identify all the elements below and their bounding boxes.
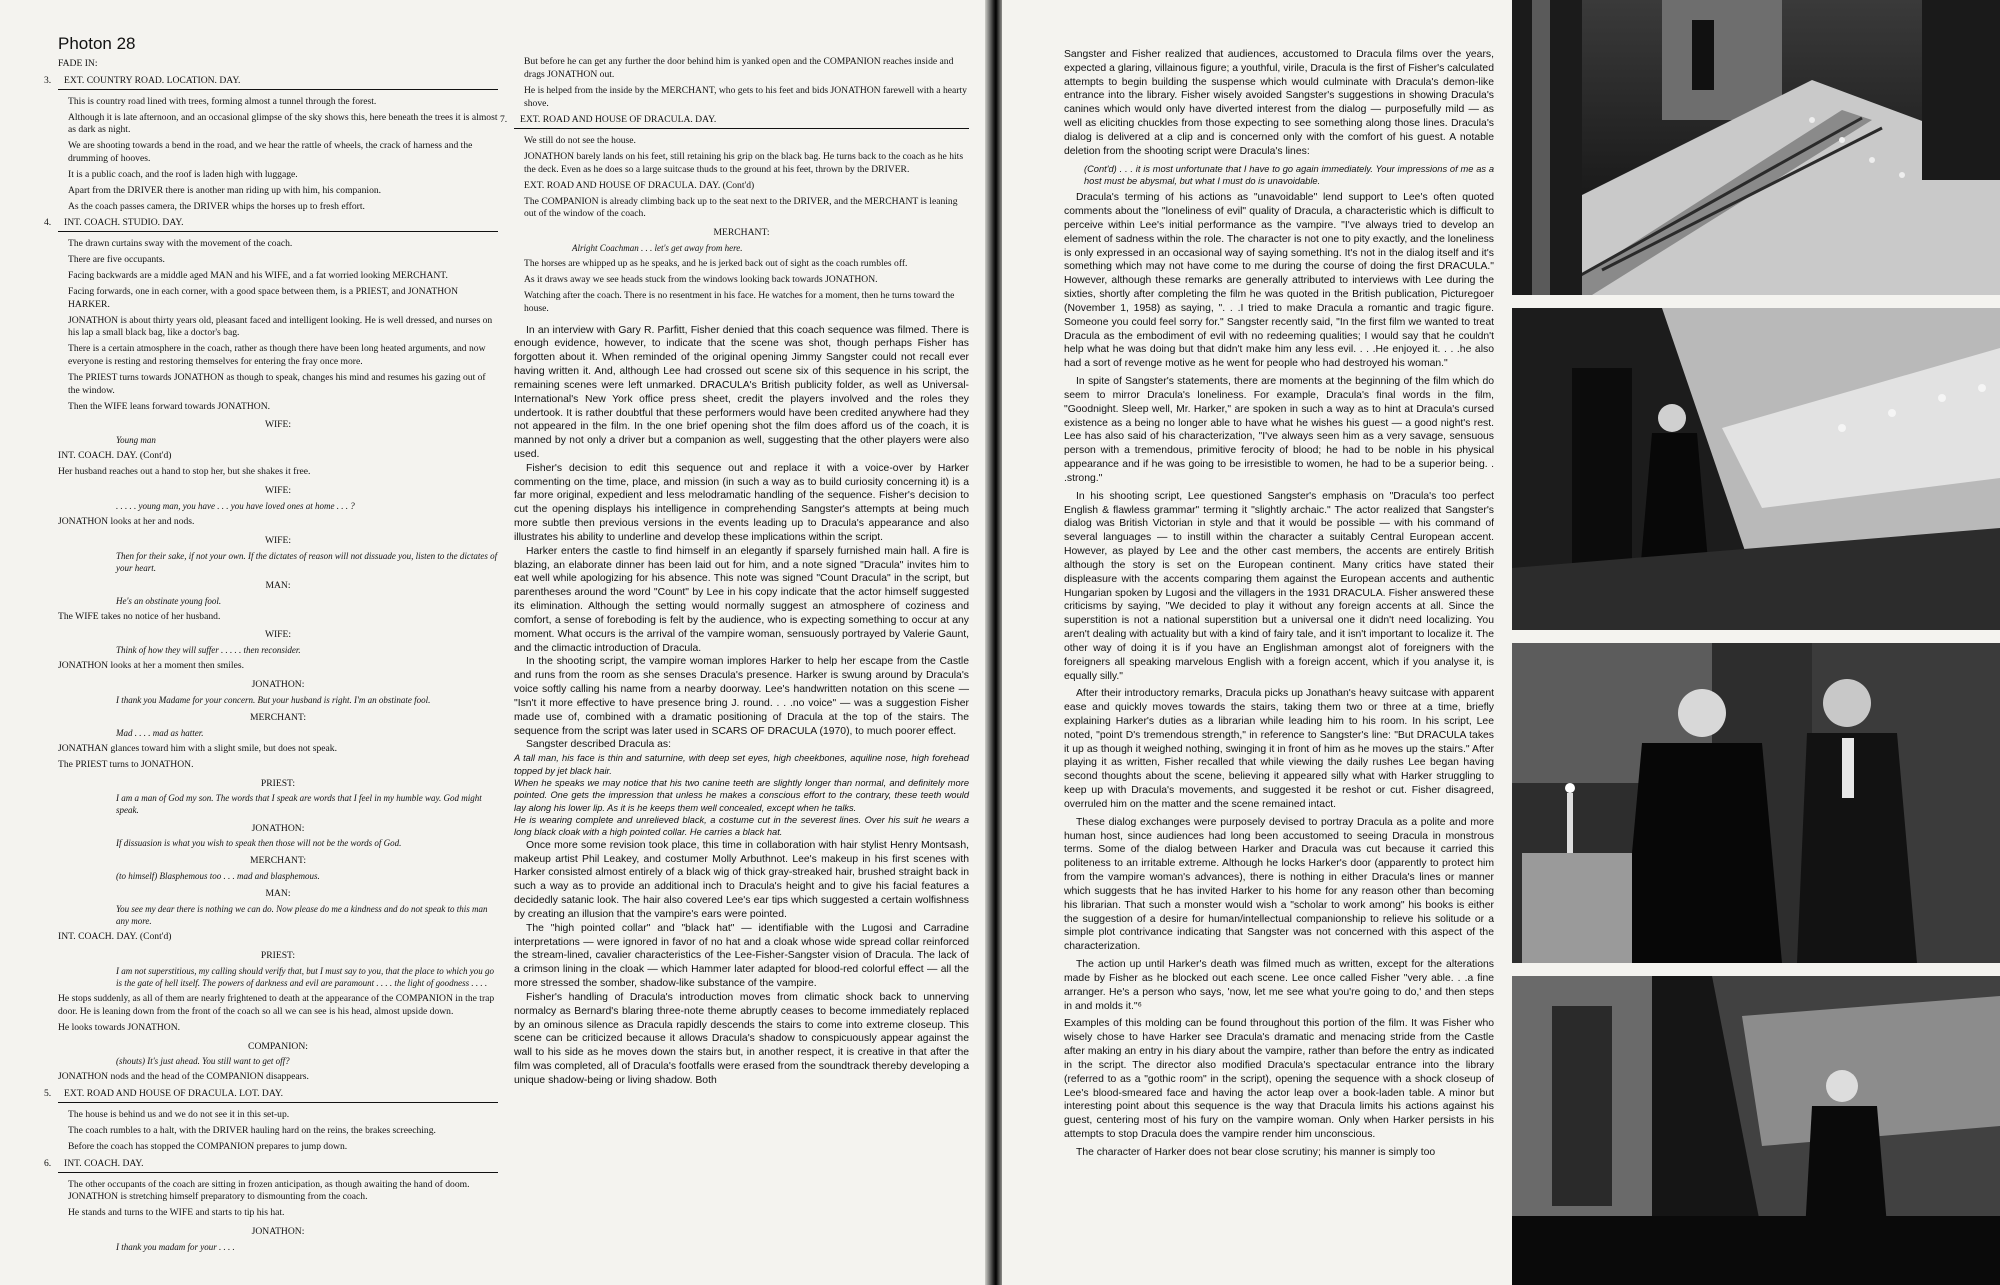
film-still-staircase	[1512, 0, 2000, 295]
page-header: Photon 28	[58, 34, 136, 53]
dialogue: I thank you Madame for your concern. But your husband is right. I'm an obstinate fool.	[116, 694, 431, 705]
speaker: WIFE:	[264, 629, 292, 641]
paragraph: Sangster described Dracula as:	[526, 739, 671, 751]
script-line: JONATHON barely lands on his feet, still retaining his grip on the black bag. He turns back to the coach as he hits the deck. Even as he does so a large suitcase thuds to the ground at his feet, thrown by the DRIVER.	[524, 151, 964, 175]
speaker: PRIEST:	[260, 777, 296, 789]
paragraph: Dracula's terming of his actions as "unavoidable" lend support to Lee's often quoted comments about the "loneliness of evil" quality of Dracula, a characteristic which is difficult to perceive within Lee's initial performance as the vampire. "I've always tried to develop an element of sadness within the role. The character is not one to pity exactly, and the loneliness is only expressed in an occasional way of saying something. It's not in the dialog itself and it's something which may not have come to me during the course of doing the first DRACULA." However, although these remarks are generally attributed to interviews with Lee during the sixties, shortly after completing the film he was quoted in the British publication, Picturegoer (November 1, 1958) as saying, ". . .I tried to make Dracula a romantic and tragic figure. Someone you could feel sorry for." Sangster recently said, "In the first film we wanted to treat Dracula as the embodiment of evil with no redeeming qualities; I would say that he couldn't help what he was doing but that didn't make him any less evil. . . .He enjoyed it. . . .he also had a sort of revenge motive as he went for people who had destroyed his woman."	[1064, 192, 1494, 370]
script-line: The PRIEST turns towards JONATHON as though to speak, changes his mind and resumes his gazing out of the window.	[68, 371, 486, 396]
scene-title: EXT. ROAD AND HOUSE OF DRACULA. LOT. DAY.	[64, 1088, 283, 1100]
direction: JONATHON looks at her a moment then smiles.	[58, 660, 244, 672]
dialogue: You see my dear there is nothing we can do. Now please do me a kindness and do not speak to this man any more.	[116, 904, 488, 927]
direction: He stops suddenly, as all of them are nearly frightened to death at the appearance of the COMPANION in the trap door. He is leaning down from the front of the coach so all we can see is his head, almost upside down.	[58, 993, 495, 1017]
middle-column	[500, 56, 969, 1088]
scene-number: 5.	[44, 1088, 52, 1100]
script-line: The horses are whipped up as he speaks, and he is jerked back out of sight as the coach rumbles off.	[524, 258, 908, 270]
script-line: But before he can get any further the door behind him is yanked open and the COMPANION reaches inside and drags JONATHON out.	[524, 56, 954, 80]
scene-heading	[44, 74, 498, 90]
speaker: COMPANION:	[248, 1040, 308, 1052]
dialogue: (to himself) Blasphemous too . . . mad and blasphemous.	[116, 871, 320, 882]
direction: The WIFE takes no notice of her husband.	[58, 610, 221, 622]
scene-heading	[500, 114, 969, 129]
dialogue: . . . . . young man, you have . . . you have loved ones at home . . . ?	[116, 500, 355, 511]
speaker: MAN:	[265, 888, 291, 900]
scene-number: 6.	[44, 1157, 52, 1169]
block-quote: (Cont'd) . . . it is most unfortunate that I have to go again immediately. Your impressions of me as a host must be abysmal, but what I must do is unavoidable.	[1084, 163, 1494, 186]
paragraph: Once more some revision took place, this time in collaboration with hair stylist Henry Montsash, makeup artist Phil Leakey, and costumer Molly Arbuthnot. Lee's makeup in his first scenes with Harker consisted almost entirely of a black wig of thick gray-streaked hair, brushed straight back in such a way as to provide an additional inch to Dracula's height and to give his facial features a decidedly satanic look. The hair also covered Lee's ear tips which suggested a certain wolfishness by creating an illusion that the vampire's ears were pointed.	[514, 839, 969, 920]
right-page	[1002, 0, 2000, 1285]
script-line: The drawn curtains sway with the movement of the coach.	[68, 238, 293, 250]
film-still-dracula-harker	[1512, 643, 2000, 963]
script-line: EXT. ROAD AND HOUSE OF DRACULA. DAY. (Cont'd)	[524, 179, 755, 191]
script-line: We still do not see the house.	[524, 135, 636, 147]
fade-in: FADE IN:	[58, 58, 98, 69]
block-quote: A tall man, his face is thin and saturnine, with deep set eyes, high cheekbones, aquiline nose, high forehead topped by jet black hair.	[514, 753, 969, 776]
dialogue: I thank you madam for your . . . .	[116, 1241, 235, 1252]
paragraph: Fisher's handling of Dracula's introduction moves from climatic shock back to unnerving normalcy as Bernard's blaring three-note theme abruptly ceases to become immediately replaced by an ominous silence as Dracula rapidly descends the stairs to come into extreme closeup. This scene can be criticized because it allows Dracula's shadow to conspicuously appear against the wall to his side as he moves down the stairs but, in another respect, it is creative in that after the film was completed, all of Dracula's footfalls were erased from the soundtrack thereby developing a unique shadow-being or living shadow. Both	[514, 991, 969, 1086]
direction: JONATHAN glances toward him with a slight smile, but does not speak.	[58, 742, 337, 754]
direction: INT. COACH. DAY. (Cont'd)	[58, 450, 172, 462]
script-line: Watching after the coach. There is no resentment in his face. He watches for a moment, then he turns toward the house.	[524, 289, 955, 314]
dialogue: I am a man of God my son. The words that I speak are words that I feel in my humble way. God might speak.	[116, 793, 482, 816]
script-line: As it draws away we see heads stuck from the windows looking back towards JONATHON.	[524, 274, 878, 286]
script-line: The other occupants of the coach are sitting in frozen anticipation, as though awaiting the hand of doom. JONATHON is stretching himself preparatory to dismounting from the coach.	[68, 1178, 470, 1203]
direction: Her husband reaches out a hand to stop her, but she shakes it free.	[58, 466, 311, 478]
script-line: Apart from the DRIVER there is another man riding up with him, his companion.	[68, 184, 382, 196]
paragraph: Fisher's decision to edit this sequence out and replace it with a voice-over by Harker commenting on the time, place, and mission (in such a way as to build curiosity concerning it) is a far more original, expedient and less melodramatic handling of the sequence. Fisher's decision to cut the opening displays his intelligence in comprehending Sangster's attempts at being much more subtle then previous versions in the events leading up to Dracula's appearance and also illustrates his ability to underline and develop these implications within the script.	[514, 462, 969, 543]
script-line: Before the coach has stopped the COMPANION prepares to jump down.	[68, 1140, 348, 1152]
paragraph: The action up until Harker's death was filmed much as written, except for the alterations made by Fisher as he blocked out each scene. Lee once called Fisher "very able. . .a fine arranger. He's a person who says, 'now, let me see what you're going to do,' and then steps in and molds it."⁶	[1064, 959, 1494, 1012]
direction: The PRIEST turns to JONATHON.	[58, 758, 194, 770]
paragraph: Sangster and Fisher realized that audiences, accustomed to Dracula films over the years, expected a glaring, villainous figure; a youthful, virile, Dracula is the first of Fisher's calculated attempts to begin building the suspense which would culminate with Dracula's demon-like entrance into the library. Fisher wisely avoided Sangster's suggestions in showing Dracula's canines which would only have diverted interest from the dialog — purposefully mild — as well as eliciting chuckles from those expecting to see something along those lines. Dracula's dialog is delivered at a clip and is concerned only with the comfort of his guest. A notable deletion from the shooting script were Dracula's lines:	[1064, 49, 1494, 157]
scene-4-text	[58, 238, 498, 413]
script-line: We are shooting towards a bend in the road, and we hear the rattle of wheels, the crack of harness and the drumming of hooves.	[68, 140, 473, 165]
speaker: JONATHON:	[251, 822, 305, 834]
scene-title: EXT. ROAD AND HOUSE OF DRACULA. DAY.	[520, 114, 717, 126]
film-still-hallway	[1512, 308, 2000, 630]
script-line: This is country road lined with trees, forming almost a tunnel through the forest.	[68, 95, 377, 107]
dialogue: (shouts) It's just ahead. You still want to get off?	[116, 1056, 290, 1067]
script-line: The coach rumbles to a halt, with the DRIVER hauling hard on the reins, the brakes screeching.	[68, 1124, 436, 1136]
script-line: Although it is late afternoon, and an occasional glimpse of the sky shows this, here beneath the trees it is almost as dark as night.	[68, 111, 498, 136]
speaker: MERCHANT:	[249, 712, 307, 724]
article-column	[1064, 48, 1494, 1164]
film-stills	[1512, 0, 2000, 1285]
speaker: JONATHON:	[251, 1226, 305, 1238]
script-line: The COMPANION is already climbing back up to the seat next to the DRIVER, and the MERCHANT is leaning out of the window of the coach.	[524, 195, 958, 220]
dialogue: Then for their sake, if not your own. If the dictates of reason will not dissuade you, listen to the dictates of your heart.	[116, 550, 498, 573]
speaker: JONATHON:	[251, 679, 305, 691]
script-line: It is a public coach, and the roof is laden high with luggage.	[68, 168, 298, 180]
scene-number: 7.	[500, 114, 508, 126]
direction: JONATHON nods and the head of the COMPANION disappears.	[58, 1071, 309, 1083]
scene-heading	[44, 1157, 498, 1173]
dialogue: He's an obstinate young fool.	[116, 595, 222, 606]
scene-number: 4.	[44, 217, 52, 229]
scene-title: INT. COACH. STUDIO. DAY.	[64, 217, 184, 229]
script-line: There is a certain atmosphere in the coach, rather as though there have been long heated arguments, and now everyone is resting and restoring themselves for entering the fray once more.	[68, 343, 486, 368]
article-text	[514, 324, 969, 1088]
speaker: WIFE:	[264, 534, 292, 546]
dialogue: I am not superstitious, my calling should verify that, but I must say to you, that the place to which you go is the gate of hell itself. The powers of darkness and evil are paramount . . . . the light of goodness . . . .	[116, 965, 494, 988]
dialogue: Young man	[116, 435, 156, 446]
paragraph: These dialog exchanges were purposely devised to portray Dracula as a polite and more human host, since audiences had long been accustomed to seeing Dracula in monstrous terms. Some of the dialog between Harker and Dracula was cut because it carried this politeness to an irritable extreme. Although he locks Harker's door (apparently to protect him from the vampire woman's advances), there is nothing in either Dracula's lines or manner which suggests that he has invited Harker to his home for any reason other than becoming his librarian. That such a monster would wish a "scholar to work among" his books is either the suggestion of a desire for human/intellectual companionship to relieve his solitude or a simple plot contrivance indicating that Sangster was not concerned with this aspect of the characterization.	[1064, 816, 1494, 953]
direction: He looks towards JONATHON.	[58, 1021, 181, 1033]
direction: INT. COACH. DAY. (Cont'd)	[58, 931, 172, 943]
block-quote: When he speaks we may notice that his two canine teeth are slightly longer than normal, and definitely more pointed. One gets the impression that unless he makes a conscious effort to the contrary, these teeth would lay along his lower lip. As it is he keeps them well concealed, except when he talks.	[514, 777, 969, 813]
direction: JONATHON looks at her and nods.	[58, 515, 195, 527]
screenplay-continued	[500, 56, 969, 316]
speaker: WIFE:	[264, 419, 292, 431]
paragraph: In spite of Sangster's statements, there are moments at the beginning of the film which do seem to mirror Dracula's loneliness. For example, Dracula's final words in the film, "Goodnight. Sleep well, Mr. Harker," are spoken in such a way as to hint at Dracula's cursed existence as a being no longer able to have what he wishes his guest — a good night's rest. Lee has also said of his characterization, "I've always seen him as a very savage, sensuous person with a tremendous, primitive ferocity of blood; he had to be noble in his physical appearance and if he was going to be irresistible to women, he had to be a superior being. . .strong."	[1064, 376, 1494, 484]
dialogue: If dissuasion is what you wish to speak then those will not be the words of God.	[116, 838, 402, 849]
speaker: MAN:	[265, 579, 291, 591]
script-line: Facing backwards are a middle aged MAN and his WIFE, and a fat worried looking MERCHANT.	[68, 269, 448, 281]
scene-3-text	[58, 96, 498, 214]
screenplay-column	[44, 58, 498, 1257]
speaker: MERCHANT:	[249, 855, 307, 867]
scene-title: INT. COACH. DAY.	[64, 1157, 144, 1169]
left-page	[0, 0, 992, 1285]
dialogue: Mad . . . . mad as hatter.	[116, 727, 204, 738]
paragraph: Harker enters the castle to find himself in an elegantly if sparsely furnished main hall. A fire is blazing, an elaborate dinner has been laid out for him, and a note signed "Dracula" invites him to eat well while apologizing for his absence. This note was signed "Count Dracula" in the script, but parentheses around the word "Count" by Lee in his copy indicate that the actor himself suggested its elimination. Although the setting would normally suggest an atmosphere of coziness and comfort, a sense of foreboding is felt by the audience, who is expecting something to occur at any moment. What occurs is the arrival of the vampire woman, sensuously portrayed by Valerie Gaunt, and the climactic introduction of Dracula.	[514, 545, 969, 654]
speaker: WIFE:	[264, 484, 292, 496]
script-line: Then the WIFE leans forward towards JONATHON.	[68, 400, 271, 412]
scene-number: 3.	[44, 74, 52, 86]
script-line: He is helped from the inside by the MERCHANT, who gets to his feet and bids JONATHON farewell with a hearty shove.	[524, 84, 967, 109]
speaker: MERCHANT:	[713, 227, 770, 239]
dialogue: Think of how they will suffer . . . . . then reconsider.	[116, 645, 301, 656]
speaker: PRIEST:	[260, 950, 296, 962]
film-still-castle-exterior	[1512, 976, 2000, 1285]
script-line: There are five occupants.	[68, 254, 165, 266]
scene-heading	[44, 217, 498, 232]
dialogue: Alright Coachman . . . let's get away from here.	[572, 243, 743, 254]
script-line: He stands and turns to the WIFE and starts to tip his hat.	[68, 1207, 285, 1219]
script-line: Facing forwards, one in each corner, with a good space between them, is a PRIEST, and JONATHON HARKER.	[68, 285, 459, 310]
paragraph: The "high pointed collar" and "black hat" — identifiable with the Lugosi and Carradine interpretations — were ignored in favor of no hat and a cloak whose wide spread collar reinforced the stream-lined, cavalier characteristics of the Lee-Fisher-Sangster vision of Dracula. The lack of a crimson lining in the cloak — which Hammer later adapted for blood-red colorful effect — all the more stressed the somber, shadow-like substance of the vampire.	[514, 922, 969, 990]
block-quote: He is wearing complete and unrelieved black, a costume cut in the severest lines. Over his suit he wears a long black cloak with a high pointed collar. He carries a black hat.	[514, 815, 969, 838]
scene-title: EXT. COUNTRY ROAD. LOCATION. DAY.	[64, 74, 241, 86]
script-line: JONATHON is about thirty years old, pleasant faced and intelligent looking. He is well dressed, and nurses on his lap a small black bag, like a doctor's bag.	[68, 314, 493, 339]
paragraph: In his shooting script, Lee questioned Sangster's emphasis on "Dracula's too perfect English & flawless grammar" terming it "slightly archaic." The actor realized that Sangster's dialog was British Victorian in style and that it would be possible — with his command of several languages — to instill within the character a suitably Central European accent. However, as played by Lee and the other cast members, the accents are entirely British although the story is set on the European continent. Many critics have stated their displeasure with the accents comparing them against the European accents and authentic Hungarian spoken by Lugosi and the villagers in the 1931 DRACULA. Fisher answered these criticisms by saying, "We decided to play it without any foreign accents at all. Since the superstition is not a national superstition but a universal one it didn't need localizing. You aren't dealing with actuality but with a kind of fairy tale, and it isn't important to localize it. The other way of doing it is if you have an Englishman amongst alot of foreigners with the foreigners all speaking marvelous English with a foreign accent, which if you analyse it, is equally silly."	[1064, 490, 1494, 682]
paragraph: The character of Harker does not bear close scrutiny; his manner is simply too	[1076, 1146, 1436, 1158]
paragraph: In the shooting script, the vampire woman implores Harker to help her escape from the Castle and runs from the room as she senses Dracula's presence. Harker is swung around by Dracula's voice softly calling his name from a nearby doorway. Lee's handwritten notation on this scene — "Isn't it more effective to have presence bring J. round. . . .no voice" — was a suggestion Fisher made use of, combined with a dramatic positioning of Dracula at the top of the stairs. The sequence from the script was later used in SCARS OF DRACULA (1970), to much poorer effect.	[514, 656, 969, 737]
scene-heading	[44, 1088, 498, 1103]
paragraph: After their introductory remarks, Dracula picks up Jonathan's heavy suitcase with apparent ease and quickly moves towards the stairs, taking them two or three at a time, briefly explaining Harker's duties as a librarian while leading him to his room. In his script, Lee noted, "point D's tremendous strength," in reference to Sangster's line: "But DRACULA takes it up as though it weighed nothing, swinging it in front of him as he moves up the stairs." After playing it as written, Fisher recalled that while viewing the daily rushes Lee began having second thoughts about the scene, believing it appeared silly what with Harker struggling to keep up with Dracula's movements, and suggested it be reshot or cut. Fisher disagreed, overruled him on the matter and the scene remained intact.	[1064, 688, 1494, 810]
script-line: As the coach passes camera, the DRIVER whips the horses up to fresh effort.	[68, 200, 365, 212]
script-line: The house is behind us and we do not see it in this set-up.	[68, 1109, 290, 1121]
paragraph: Examples of this molding can be found throughout this portion of the film. It was Fisher who wisely chose to have Harker see Dracula's dramatic and menacing stride from the Castle after making an entry in his diary about the vampire, rather than before the entry as indicated in the script. The director also modified Dracula's spectacular entrance into the library (referred to as a "gothic room" in the script), opening the sequence with a shock closeup of Lee's blood-smeared face and having the actor leap over a book-laden table. A minor but interesting point about this sequence is the way that Dracula limits his actions against his guest, centering most of his fury on the vampire woman. Only when Harker persists in his attempts to stop Dracula does the vampire render him unconscious.	[1064, 1018, 1494, 1140]
paragraph: In an interview with Gary R. Parfitt, Fisher denied that this coach sequence was filmed. There is enough evidence, however, to indicate that the scene was shot, though perhaps Fisher has forgotten about it. When reminded of the original opening Jimmy Sangster could not recall ever having written it. And, although Lee had crossed out scene six of this sequence in his script, the remaining scenes were left unmarked. DRACULA's British publicity folder, as well as Universal-International's New York office press sheet, credit the players involved and the roles they undertook. It is rather doubtful that these performers would have been credited anywhere had they not appeared in the film. In the one brief opening shot the film does afford us of the coach, it is manned by not only a driver but a companion as well, suggesting that the other players were also used.	[514, 324, 969, 460]
